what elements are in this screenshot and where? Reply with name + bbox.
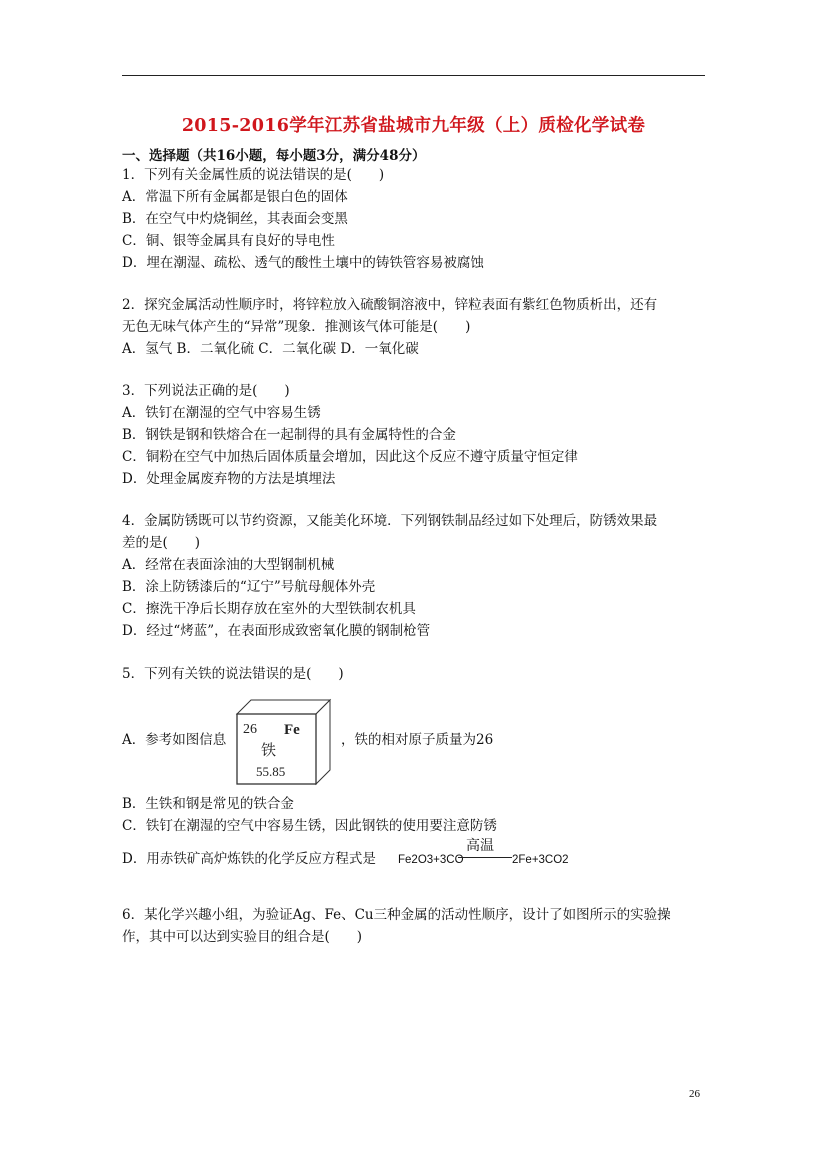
equation-arrow-line	[458, 857, 512, 858]
element-symbol: Fe	[284, 722, 300, 738]
q2-stem-line2: 无色无味气体产生的“异常”现象．推测该气体可能是( )	[122, 319, 471, 335]
section-heading: 一、选择题（共16小题，每小题3分，满分48分）	[122, 148, 426, 164]
equation-reactants: Fe2O3+3CO	[398, 854, 464, 866]
q4-stem-line2: 差的是( )	[122, 535, 201, 551]
q3-option-b: B．钢铁是钢和铁熔合在一起制得的具有金属特性的合金	[122, 427, 456, 443]
q1-option-c: C．铜、银等金属具有良好的导电性	[122, 233, 335, 249]
q4-option-c: C．擦洗干净后长期存放在室外的大型铁制农机具	[122, 601, 416, 617]
q4-option-d: D．经过“烤蓝”，在表面形成致密氧化膜的钢制枪管	[122, 623, 431, 639]
q6-stem-line1: 6．某化学兴趣小组，为验证Ag、Fe、Cu三种金属的活动性顺序，设计了如图所示的实验操	[122, 907, 671, 923]
atomic-number: 26	[243, 722, 257, 737]
iron-element-card	[234, 697, 334, 787]
element-name: 铁	[261, 743, 277, 759]
q3-option-d: D．处理金属废弃物的方法是填埋法	[122, 471, 336, 487]
q5-option-d-prefix: D．用赤铁矿高炉炼铁的化学反应方程式是	[122, 851, 376, 867]
q3-stem: 3．下列说法正确的是( )	[122, 383, 290, 399]
q5-option-a-suffix: ，铁的相对原子质量为26	[341, 732, 494, 748]
q1-stem: 1．下列有关金属性质的说法错误的是( )	[122, 167, 385, 183]
equation-products: 2Fe+3CO2	[512, 854, 569, 866]
q1-option-b: B．在空气中灼烧铜丝，其表面会变黑	[122, 211, 348, 227]
q5-stem: 5．下列有关铁的说法错误的是( )	[122, 666, 344, 682]
q4-option-a: A．经常在表面涂油的大型钢制机械	[122, 557, 335, 573]
q1-option-d: D．埋在潮湿、疏松、透气的酸性土壤中的铸铁管容易被腐蚀	[122, 255, 484, 271]
equation-condition: 高温	[466, 837, 494, 853]
q6-stem-line2: 作，其中可以达到实验目的组合是( )	[122, 929, 363, 945]
q3-option-a: A．铁钉在潮湿的空气中容易生锈	[122, 405, 321, 421]
header-rule	[122, 75, 705, 76]
q5-option-b: B．生铁和钢是常见的铁合金	[122, 796, 294, 812]
q2-stem-line1: 2．探究金属活动性顺序时，将锌粒放入硫酸铜溶液中，锌粒表面有紫红色物质析出，还有	[122, 297, 658, 313]
q5-option-c: C．铁钉在潮湿的空气中容易生锈，因此钢铁的使用要注意防锈	[122, 818, 497, 834]
q4-stem-line1: 4．金属防锈既可以节约资源，又能美化环境．下列钢铁制品经过如下处理后，防锈效果最	[122, 513, 658, 529]
exam-title: 2015-2016学年江苏省盐城市九年级（上）质检化学试卷	[181, 116, 646, 136]
q2-options: A．氢气 B．二氧化硫 C．二氧化碳 D．一氧化碳	[122, 341, 419, 357]
q5-option-a-prefix: A．参考如图信息	[122, 732, 227, 748]
q1-option-a: A．常温下所有金属都是银白色的固体	[122, 189, 348, 205]
atomic-mass: 55.85	[256, 764, 286, 779]
q3-option-c: C．铜粉在空气中加热后固体质量会增加，因此这个反应不遵守质量守恒定律	[122, 449, 578, 465]
q4-option-b: B．涂上防锈漆后的“辽宁”号航母舰体外壳	[122, 579, 376, 595]
page-number: 26	[689, 1088, 700, 1100]
